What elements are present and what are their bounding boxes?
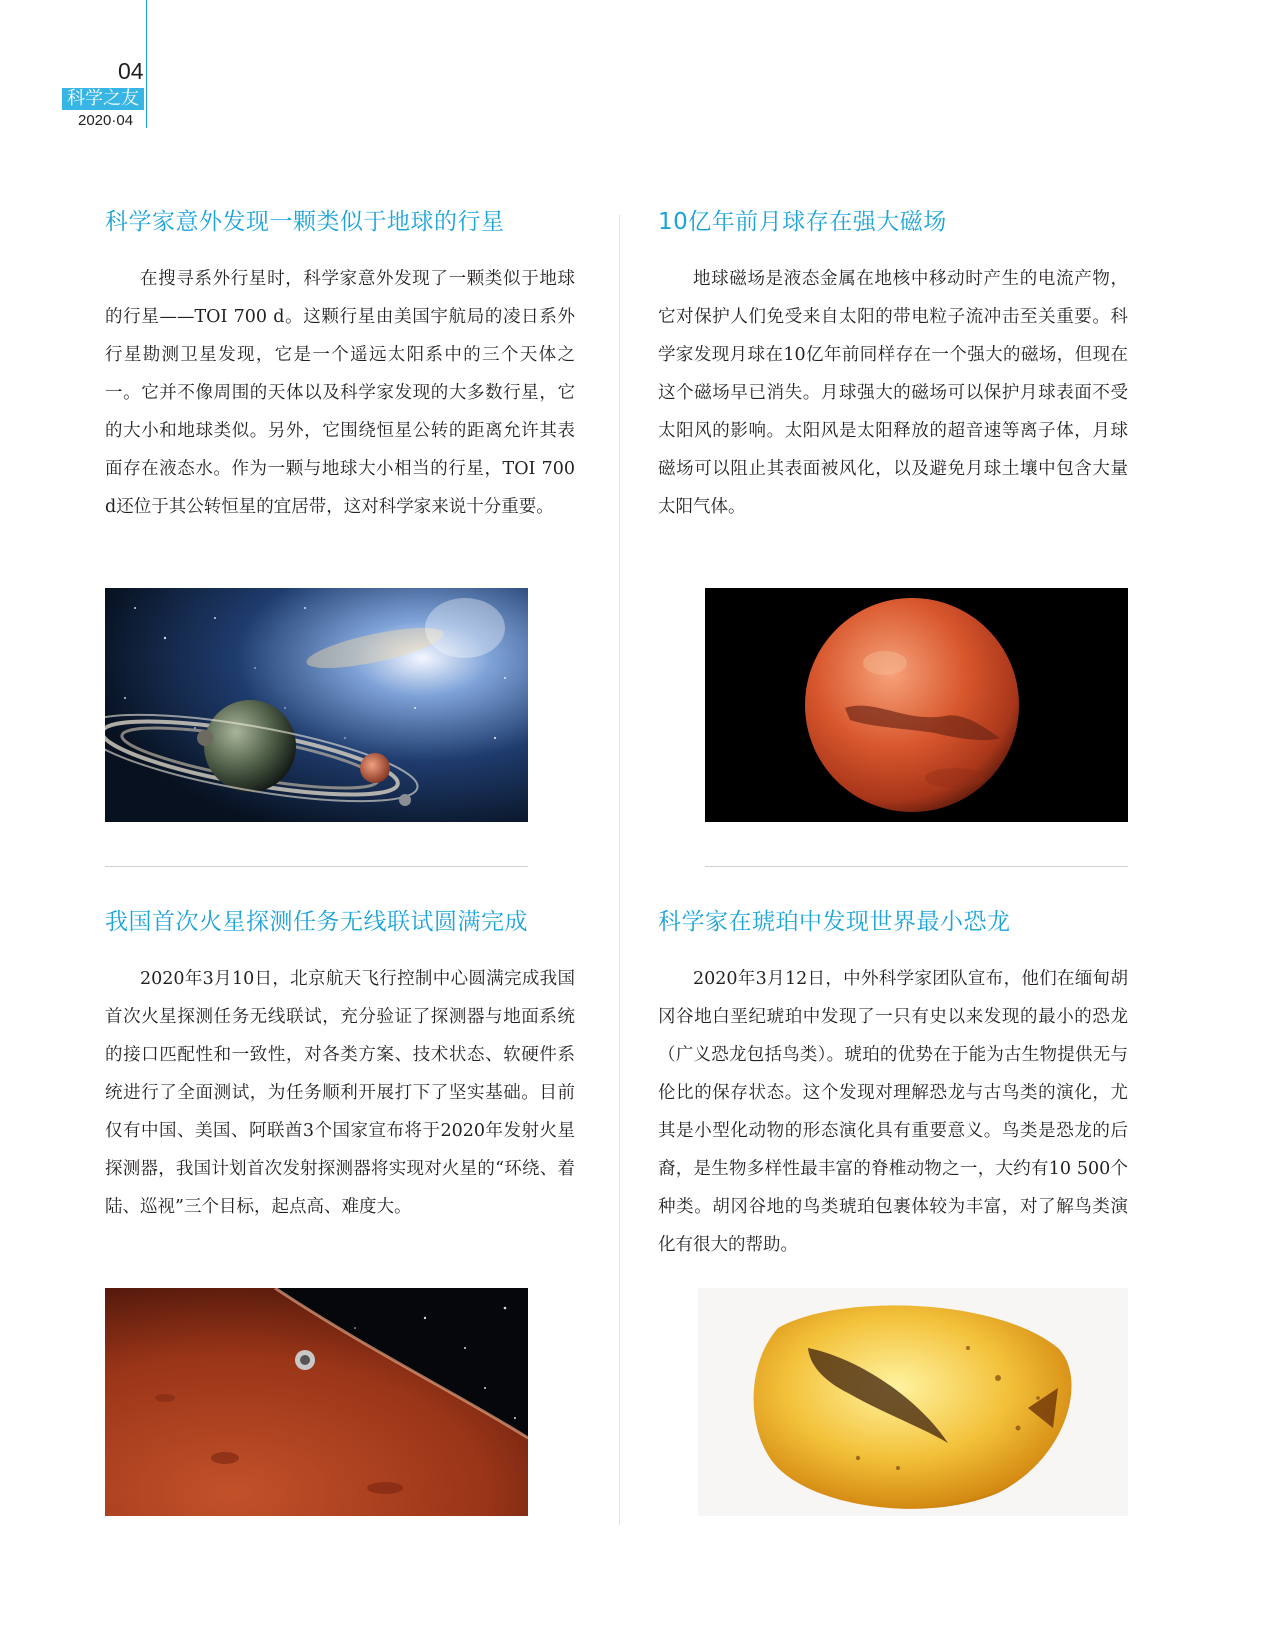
red-planet-photo xyxy=(705,588,1128,822)
article-body: 在搜寻系外行星时，科学家意外发现了一颗类似于地球的行星——TOI 700 d。这颗行星由美国宇航局的凌日系外行星勘测卫星发现，它是一个遥远太阳系中的三个天体之一。它并不像周围的天体以及科学家发现的大多数行星，它的大小和地球类似。另外，它围绕恒星公转的距离允许其表面存在液态水。作为一颗与地球大小相当的行星，TOI 700 d还位于其公转恒星的宜居带，这对科学家来说十分重要。 xyxy=(105,269,575,517)
article-earthlike-planet xyxy=(105,206,575,526)
mars-probe-photo xyxy=(105,1288,528,1516)
page-number: 04 xyxy=(118,58,144,84)
article-amber-dinosaur xyxy=(658,906,1128,1264)
magazine-name: 科学之友 xyxy=(62,88,144,110)
article-body: 2020年3月10日，北京航天飞行控制中心圆满完成我国首次火星探测任务无线联试，充分验证了探测器与地面系统的接口匹配性和一致性，对各类方案、技术状态、软硬件系统进行了全面测试，为任务顺利开展打下了坚实基础。目前仅有中国、美国、阿联酋3个国家宣布将于2020年发射火星探测器，我国计划首次发射探测器将实现对火星的“环绕、着陆、巡视”三个目标，起点高、难度大。 xyxy=(105,969,575,1217)
article-body: 2020年3月12日，中外科学家团队宣布，他们在缅甸胡冈谷地白垩纪琥珀中发现了一只有史以来发现的最小的恐龙（广义恐龙包括鸟类）。琥珀的优势在于能为古生物提供无与伦比的保存状态。这个发现对理解恐龙与古鸟类的演化，尤其是小型化动物的形态演化具有重要意义。鸟类是恐龙的后裔，是生物多样性最丰富的脊椎动物之一，大约有10 500个种类。胡冈谷地的鸟类琥珀包裹体较为丰富，对了解鸟类演化有很大的帮助。 xyxy=(658,969,1128,1255)
article-lunar-magnetic-field xyxy=(658,206,1128,526)
section-separator xyxy=(705,866,1128,867)
article-body: 地球磁场是液态金属在地核中移动时产生的电流产物，它对保护人们免受来自太阳的带电粒子流冲击至关重要。科学家发现月球在10亿年前同样存在一个强大的磁场，但现在这个磁场早已消失。月球强大的磁场可以保护月球表面不受太阳风的影响。太阳风是太阳释放的超音速等离子体，月球磁场可以阻止其表面被风化，以及避免月球土壤中包含大量太阳气体。 xyxy=(658,269,1128,517)
section-separator xyxy=(105,866,528,867)
amber-fossil-photo xyxy=(698,1288,1128,1516)
article-title: 我国首次火星探测任务无线联试圆满完成 xyxy=(105,909,528,935)
header-rule xyxy=(146,0,147,128)
article-mars-mission-test xyxy=(105,906,575,1226)
column-divider xyxy=(619,215,620,1525)
article-title: 10亿年前月球存在强大磁场 xyxy=(658,209,947,235)
article-title: 科学家在琥珀中发现世界最小恐龙 xyxy=(658,909,1011,935)
article-title: 科学家意外发现一颗类似于地球的行星 xyxy=(105,209,505,235)
issue-number: 2020·04 xyxy=(78,112,134,129)
ringed-planet-space-photo xyxy=(105,588,528,822)
